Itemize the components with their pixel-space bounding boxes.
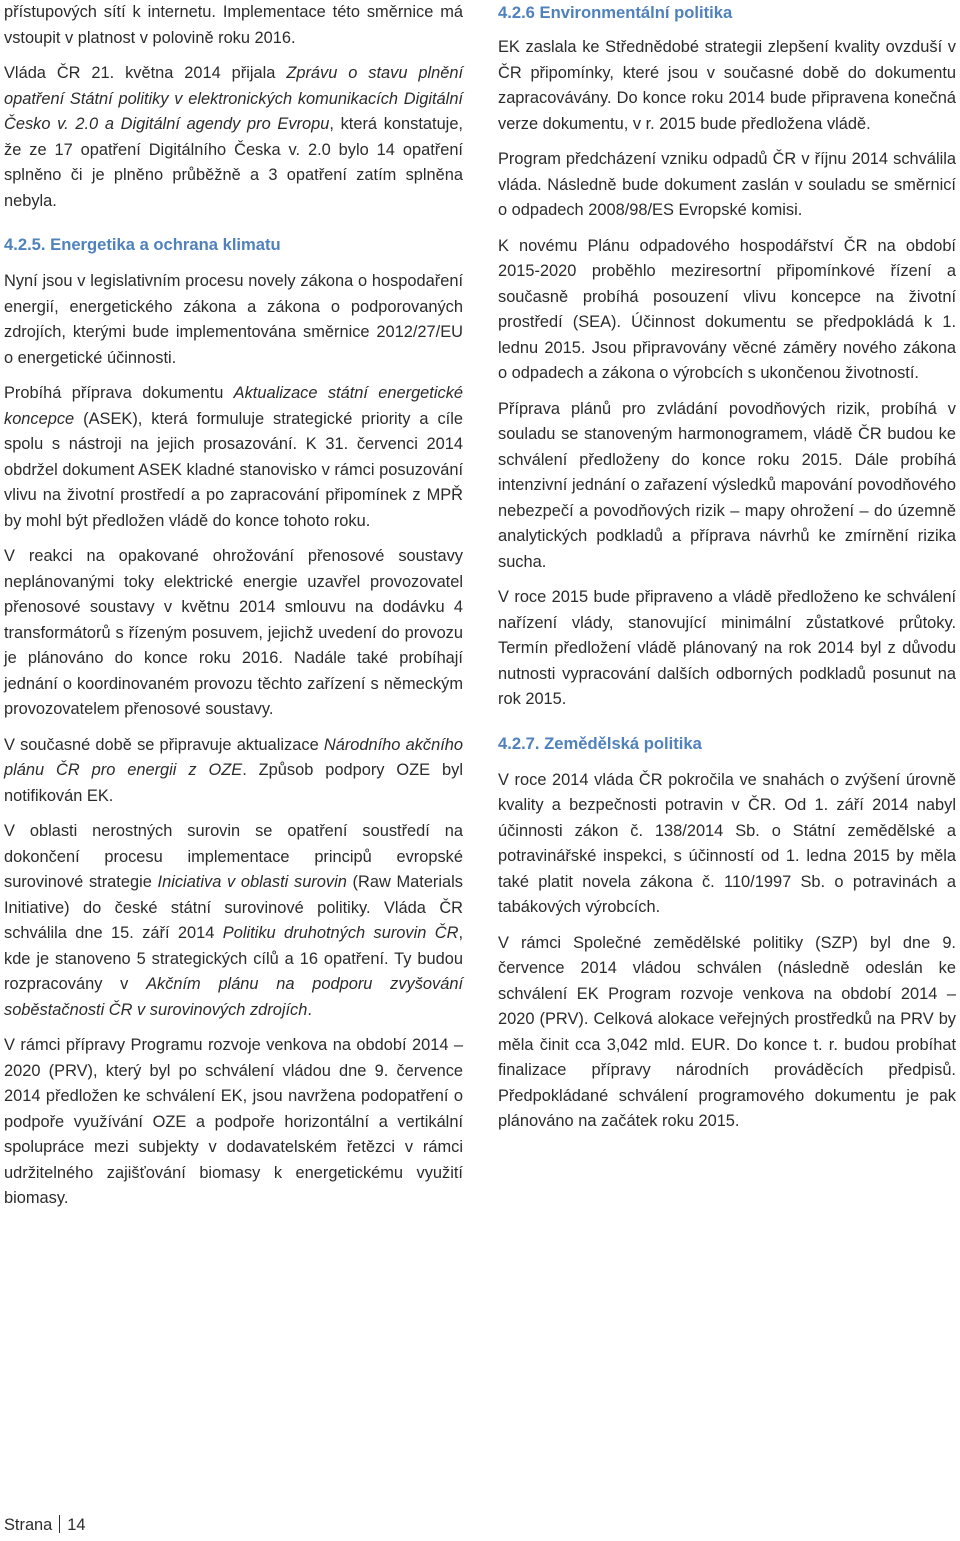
heading-energy-climate: 4.2.5. Energetika a ochrana klimatu (4, 235, 281, 254)
text-run: , kde je stanoveno 5 strategických cílů a 16 opatření. Ty budou rozpracovány v (4, 924, 464, 993)
page-footer (4, 1513, 86, 1538)
paragraph-energy-legislation: Nyní jsou v legislativním procesu novely zákona o hospodaření energií, energetického zákona a zákona o podporovaných zdrojích, kterými bude implementována směrnice 2012/27/EU o energetické účinnosti. (4, 272, 463, 367)
emphasis-action-plan: Akčním plánu na podporu zvyšování soběstačnosti ČR v surovinových zdrojích (4, 975, 463, 1019)
paragraph-intro-continuation: přístupových sítí k internetu. Implementace této směrnice má vstoupit v platnost v polovině roku 2016. (4, 3, 463, 47)
paragraph-asek (4, 381, 463, 534)
emphasis-report-title: Zprávu o stavu plnění opatření Státní politiky v elektronických komunikacích Digitální Česko v. 2.0 a Digitální agendy pro Evropu (4, 64, 463, 133)
paragraph-air-quality: EK zaslala ke Střednědobé strategii zlepšení kvality ovzduší v ČR připomínky, které jsou v současné době do dokumentu zapracovávány. Do konce roku 2014 bude připravena konečná verze dokumentu, v r. 2015 bude předložena vládě. (498, 38, 956, 133)
right-column (498, 0, 956, 1145)
emphasis-secondary-raw-policy: Politiku druhotných surovin ČR (222, 924, 459, 942)
paragraph-transmission-grid: V reakci na opakované ohrožování přenosové soustavy neplánovanými toky elektrické energie uzavřel provozovatel přenosové soustavy v květnu 2014 smlouvu na dodávku 4 transformátorů s řízeným posuvem, jejichž uvedení do provozu je plánováno do konce roku 2016. Nadále také probíhají jednání o koordinovaném provozu těchto zařízení s německým provozovatelem přenosové soustavy. (4, 547, 463, 718)
emphasis-oze-plan: Národního akčního plánu ČR pro energii z OZE (4, 735, 463, 779)
text-run: V současné době se připravuje aktualizace (4, 735, 324, 754)
text-run: (ASEK), která formuluje strategické priority a cíle spolu s nástroji na jejich prosazování. K 31. červenci 2014 obdržel dokument ASEK kladné stanovisko v rámci posuzování vlivu na životní prostředí a po zapracování připomínek z MPŘ by mohl být předložen vládě do konce tohoto roku. (4, 409, 463, 530)
text-run: Vláda ČR 21. května 2014 přijala (4, 64, 287, 82)
text-run: V oblasti nerostných surovin se opatření soustředí na dokončení procesu implementace principů evropské surovinové strategie (4, 822, 463, 891)
footer-separator (59, 1515, 60, 1533)
paragraph-digital-czechia (4, 61, 463, 214)
paragraph-oze (4, 733, 463, 810)
paragraph-flood-risk: Příprava plánů pro zvládání povodňových rizik, probíhá v souladu se stanoveným harmonogramem, vládě ČR budou ke schválení předloženy do konce roku 2015. Dále probíhá intenzivní jednání o zařazení výsledků mapování povodňového nebezpečí a povodňových rizik – mapy ohrožení – do územně analytických podkladů a příprava návrhů ke zmírnění rizika sucha. (498, 399, 956, 571)
paragraph-food-safety: V roce 2014 vláda ČR pokročila ve snahách o zvýšení úrovně kvality a bezpečnosti potravin v ČR. Od 1. září 2014 nabyl účinnosti zákon č. 138/2014 Sb. o Státní zemědělské a potravinářské inspekci, s účinností od 1. ledna 2015 by měla také platit novela zákona č. 110/1997 Sb. o potravinách a tabákových výrobcích. (498, 770, 956, 916)
heading-agricultural-policy: 4.2.7. Zemědělská politika (498, 733, 702, 753)
paragraph-waste-prevention: Program předcházení vzniku odpadů ČR v říjnu 2014 schválila vláda. Následně bude dokument zaslán v souladu se směrnicí o odpadech 2008/98/ES Evropské komisi. (498, 150, 956, 219)
left-column (4, 0, 463, 1222)
paragraph-rural-development: V rámci přípravy Programu rozvoje venkova na období 2014 – 2020 (PRV), který byl po schválení vládou dne 9. července 2014 předložen ke schválení EK, jsou navržena podopatření o podpoře využívání OZE a podpoře horizontální a vertikální spolupráce mezi subjekty v dodavatelském řetězci v rámci udržitelného zajišťování biomasy k energetickému využití biomasy. (4, 1036, 463, 1207)
emphasis-asek-title: Aktualizace státní energetické koncepce (4, 384, 463, 428)
text-run: (Raw Materials Initiative) do české státní surovinové politiky. Vláda ČR schválila dne 15. září 2014 (4, 873, 463, 942)
heading-environmental-policy: 4.2.6 Environmentální politika (498, 3, 733, 22)
paragraph-minimum-flows: V roce 2015 bude připraveno a vládě předloženo ke schválení nařízení vlády, stanovující minimální zůstatkové průtoky. Termín předložení vládě plánovaný na rok 2014 byl z důvodu nutnosti vypracování dalších odborných podkladů posunut na rok 2015. (498, 588, 956, 708)
text-run: . Způsob podpory OZE byl notifikován EK. (4, 761, 463, 805)
text-run: . (307, 1000, 312, 1019)
page-label: Strana (4, 1516, 53, 1534)
paragraph-raw-materials (4, 819, 463, 1023)
page-number: 14 (67, 1516, 86, 1534)
text-run: , která konstatuje, že ze 17 opatření Digitálního Česka v. 2.0 bylo 14 opatření splněno či je plněno průběžně a 3 opatření zatím splněna nebyla. (4, 115, 463, 210)
paragraph-waste-plan: K novému Plánu odpadového hospodářství ČR na období 2015-2020 proběhlo meziresortní připomínkové řízení a současně probíhá posouzení vlivu koncepce na životní prostředí (SEA). Účinnost dokumentu se předpokládá k 1. lednu 2015. Jsou připravovány věcné záměry nového zákona o odpadech a zákona o výrobcích s ukončenou životností. (498, 236, 956, 382)
text-run: Probíhá příprava dokumentu (4, 384, 234, 402)
paragraph-cap-rdp: V rámci Společné zemědělské politiky (SZP) byl dne 9. července 2014 vládou schválen (následně odeslán ke schválení EK Program rozvoje venkova na období 2014 – 2020 (PRV). Celková alokace veřejných prostředků na PRV by měla činit cca 3,042 mld. EUR. Do konce t. r. budou probíhat finalizace přípravy národních prováděcích předpisů. Předpokládané schválení programového dokumentu je pak plánováno na začátek roku 2015. (498, 933, 956, 1130)
emphasis-raw-initiative: Iniciativa v oblasti surovin (157, 873, 347, 891)
